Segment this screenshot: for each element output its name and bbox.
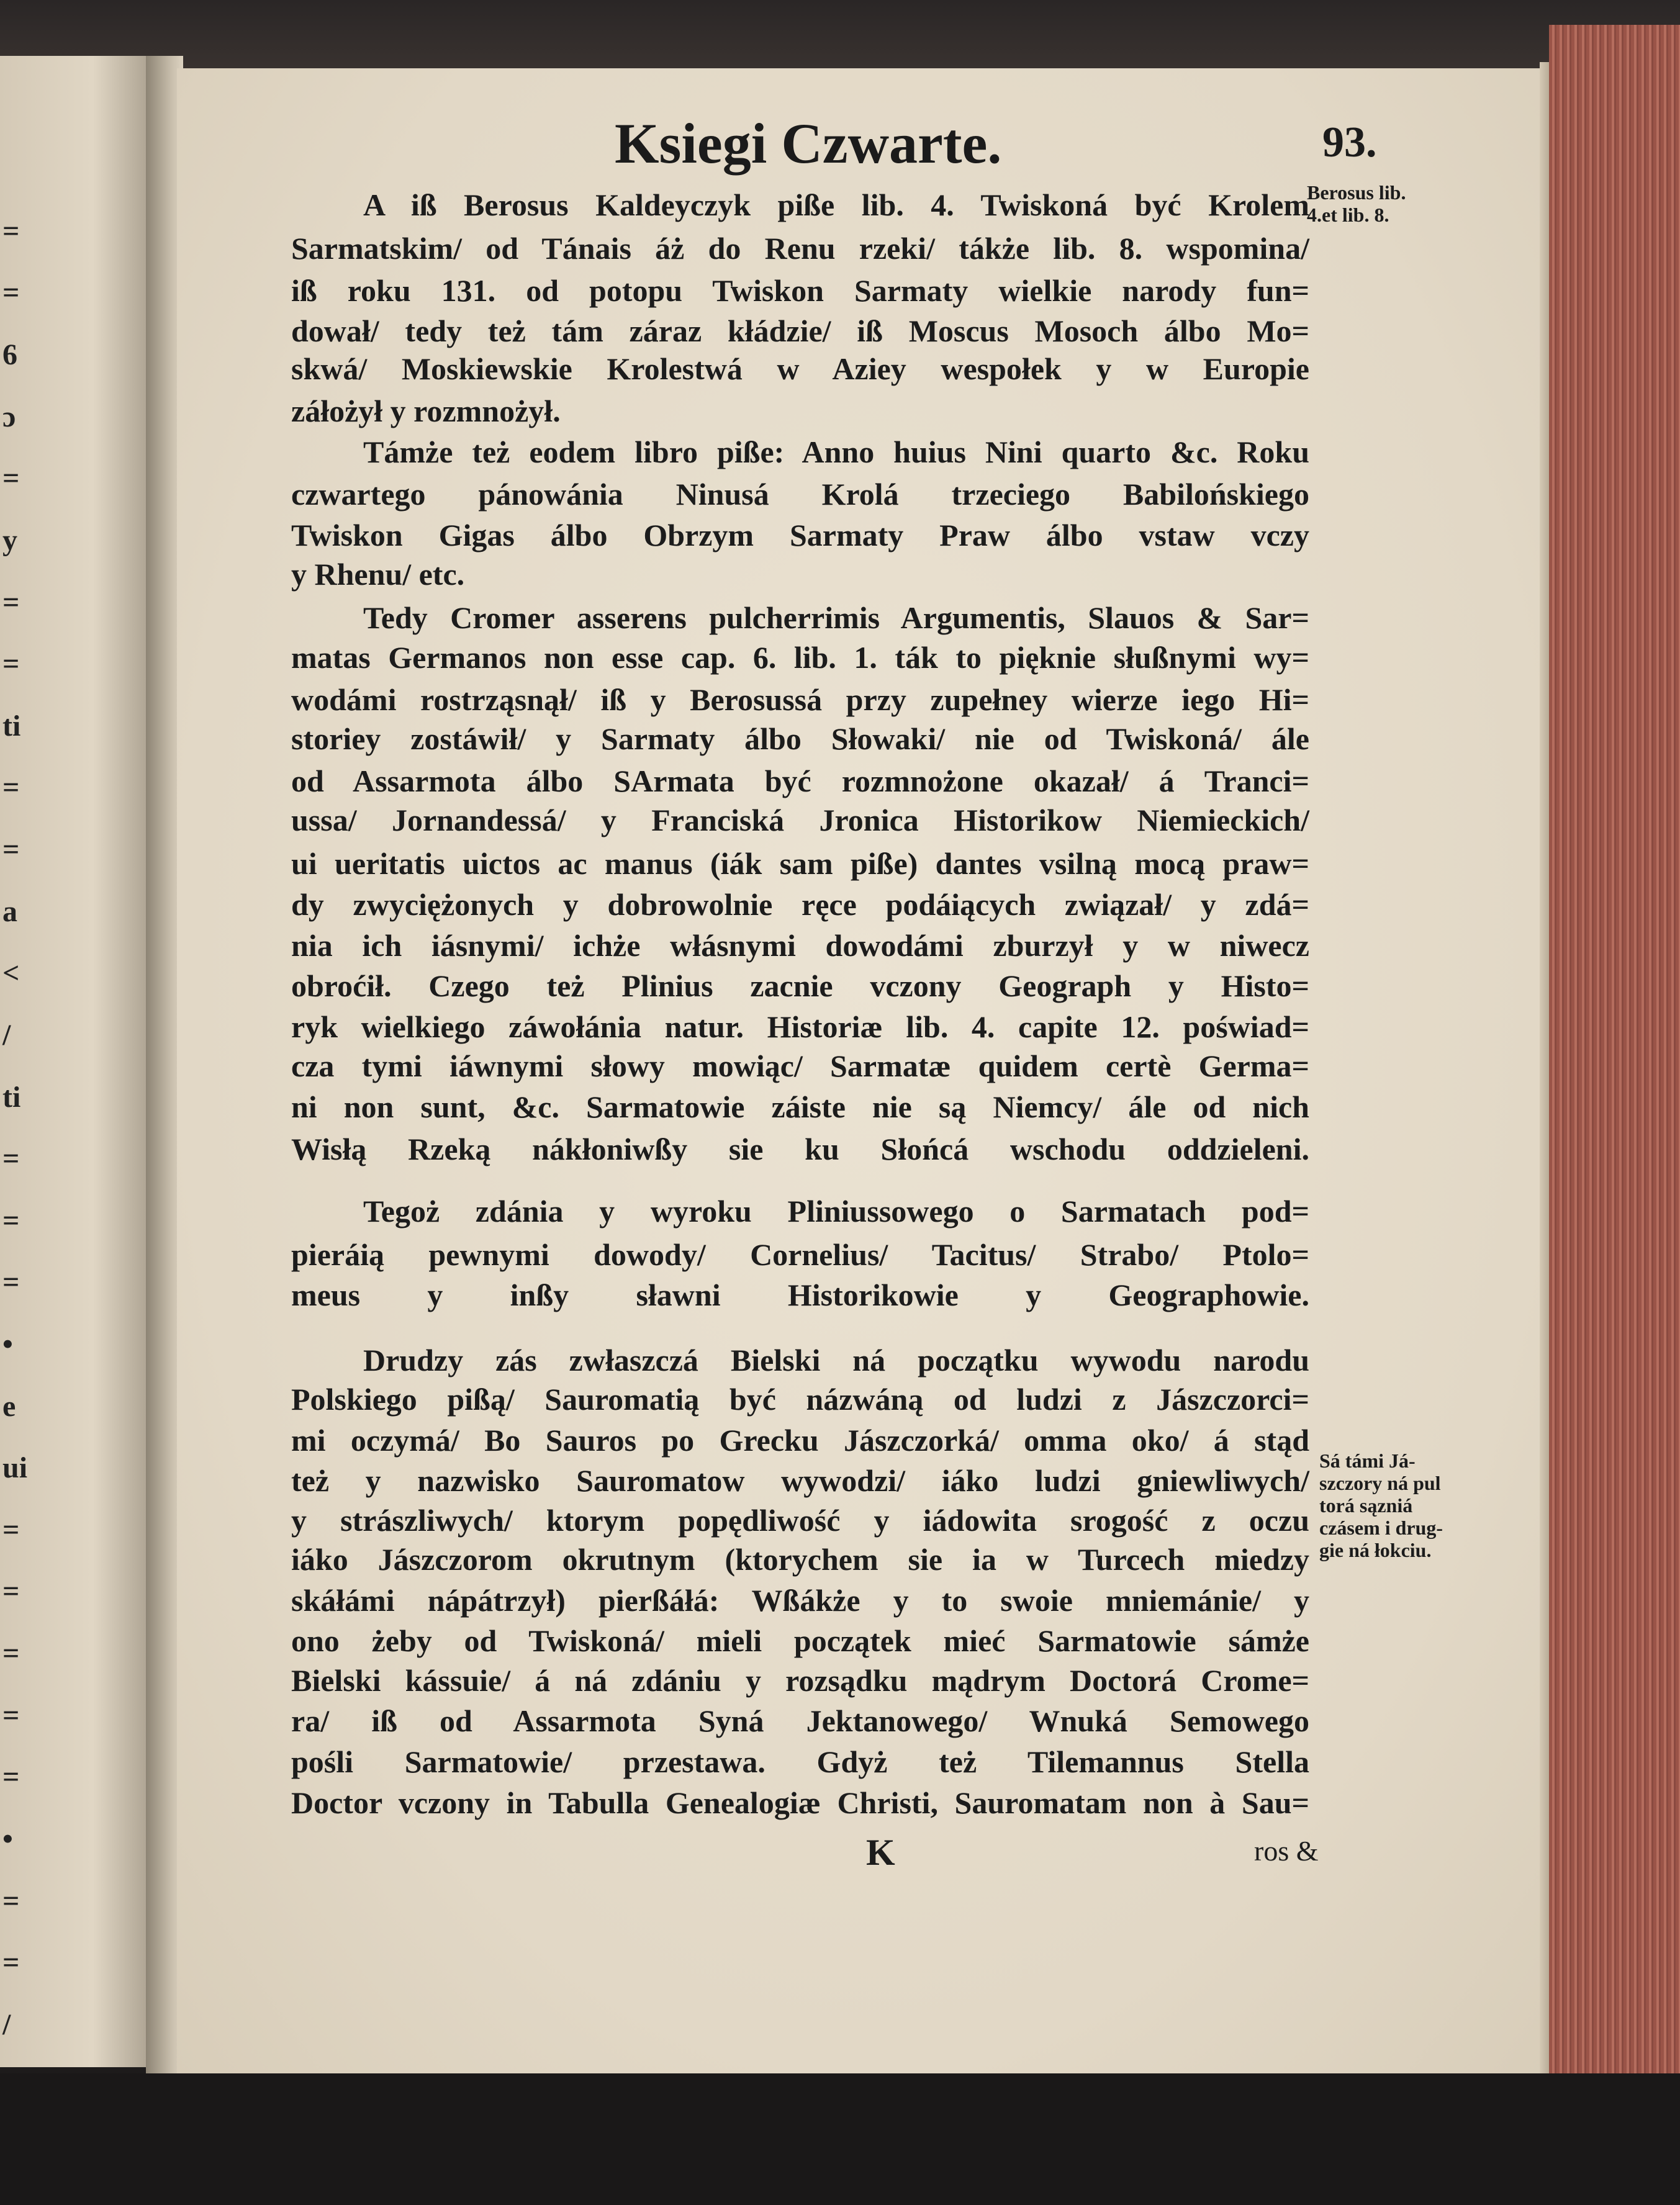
left-page-fragment: = (2, 214, 20, 248)
text-line: pośli Sarmatowie/ przestawa. Gdyż też Tilemannus Stella (291, 1744, 1309, 1780)
background-bottom (0, 2073, 1680, 2205)
margin-note (1307, 181, 1406, 226)
margin-note-line: 4.et lib. 8. (1307, 204, 1389, 227)
text-line: czwartego pánowánia Ninusá Krolá trzeciego Babilońskiego (291, 476, 1309, 512)
margin-note (1319, 1450, 1443, 1561)
left-page-fragment: = (2, 462, 20, 495)
text-line: storiey zostáwił/ y Sarmaty álbo Słowaki/ nie od Twiskoná/ ále (291, 721, 1309, 756)
margin-note-line: Berosus lib. (1307, 181, 1406, 204)
text-line: iáko Jászczorom okrutnym (ktorychem sie ia w Turcech miedzy (291, 1542, 1309, 1577)
text-line: y Rhenu/ etc. (291, 557, 465, 592)
left-page (0, 56, 155, 2067)
left-page-fragment: = (2, 1698, 20, 1732)
left-page-fragment: a (2, 895, 17, 928)
catchword: ros & (1254, 1835, 1319, 1867)
text-line: ui ueritatis uictos ac manus (iák sam piße) dantes vsilną mocą praw= (291, 846, 1309, 882)
left-page-fragment: = (2, 1266, 20, 1299)
book-page-edges (1549, 25, 1680, 2080)
text-line: ryk wielkiego záwołánia natur. Historiæ lib. 4. capite 12. poświad= (291, 1009, 1309, 1045)
margin-note-line: torá sązniá (1319, 1494, 1413, 1517)
text-line: wodámi rostrząsnął/ iß y Berosussá przy zupełney wierze iego Hi= (291, 682, 1309, 717)
signature-mark: K (866, 1832, 895, 1873)
left-page-fragment: = (2, 585, 20, 619)
left-page-fragment: / (2, 2008, 11, 2041)
left-page-fragment: ti (2, 709, 21, 742)
text-line: pieráią pewnymi dowody/ Cornelius/ Tacitus/ Strabo/ Ptolo= (291, 1237, 1309, 1272)
left-page-fragment: = (2, 1946, 20, 1980)
text-line: nia ich iásnymi/ ichże włásnymi dowodámi zburzył y w niwecz (291, 927, 1309, 963)
left-page-fragment: = (2, 1513, 20, 1546)
left-page-fragment: = (2, 1575, 20, 1608)
text-line: Drudzy zás zwłaszczá Bielski ná początku wywodu narodu (363, 1342, 1309, 1378)
text-line: dy zwyciężonych y dobrowolnie ręce podáiących związał/ y zdá= (291, 887, 1309, 922)
text-line: Sarmatskim/ od Tánais áż do Renu rzeki/ tákże lib. 8. wspomina/ (291, 230, 1309, 266)
left-page-fragment: ui (2, 1451, 28, 1485)
text-line: Twiskon Gigas álbo Obrzym Sarmaty Praw álbo vstaw vczy (291, 517, 1309, 552)
text-line: ussa/ Jornandessá/ y Franciská Jronica Historikow Niemieckich/ (291, 803, 1309, 838)
text-line: ni non sunt, &c. Sarmatowie záiste nie są Niemcy/ ále od nich (291, 1089, 1309, 1125)
left-page-fragment: • (2, 1327, 13, 1361)
text-line: mi oczymá/ Bo Sauros po Grecku Jászczorká/ omma oko/ á stąd (291, 1422, 1309, 1458)
left-page-fragment: = (2, 771, 20, 805)
left-page-fragment: = (2, 276, 20, 310)
left-page-fragment: ti (2, 1080, 21, 1114)
text-line: Tegoż zdánia y wyroku Pliniussowego o Sarmatach pod= (363, 1193, 1309, 1229)
left-page-fragment: / (2, 1018, 11, 1052)
text-line: ra/ iß od Assarmota Syná Jektanowego/ Wnuká Semowego (291, 1703, 1309, 1739)
margin-note-line: gie ná łokciu. (1319, 1538, 1432, 1561)
left-page-fragment: = (2, 1142, 20, 1176)
left-page-fragment: 6 (2, 338, 17, 372)
margin-note-line: Sá támi Já- (1319, 1449, 1416, 1472)
text-line: od Assarmota álbo SArmata być rozmnożone okazał/ á Tranci= (291, 763, 1309, 798)
text-line: y strászliwych/ ktorym popędliwość y iádowita srogość z oczu (291, 1502, 1309, 1538)
margin-note-line: czásem i drug- (1319, 1516, 1443, 1539)
running-head: Ksiegi Czwarte. (615, 112, 1002, 175)
text-line: matas Germanos non esse cap. 6. lib. 1. ták to pięknie słußnymi wy= (291, 639, 1309, 675)
page-number: 93. (1322, 119, 1377, 166)
text-line: ono żeby od Twiskoná/ mieli początek mieć Sarmatowie sámże (291, 1623, 1309, 1659)
text-line: Támże też eodem libro piße: Anno huius Nini quarto &c. Roku (363, 435, 1309, 470)
text-line: Tedy Cromer asserens pulcherrimis Argumentis, Slauos & Sar= (363, 600, 1309, 636)
text-line: záłożył y rozmnożył. (291, 394, 561, 429)
background-top (0, 0, 1680, 74)
text-line: Polskiego pißą/ Sauromatią być názwáną od ludzi z Jászczorci= (291, 1382, 1309, 1417)
left-page-fragment: e (2, 1389, 16, 1423)
left-page-fragment: = (2, 1761, 20, 1794)
text-line: Wisłą Rzeką nákłoniwßy sie ku Słońcá wschodu oddzieleni. (291, 1132, 1309, 1166)
text-line: cza tymi iáwnymi słowy mowiąc/ Sarmatæ quidem certè Germa= (291, 1048, 1309, 1084)
text-line: też y nazwisko Sauromatow wywodzi/ iáko ludzi gniewliwych/ (291, 1463, 1309, 1499)
text-line: skwá/ Moskiewskie Krolestwá w Aziey wespołek y w Europie (291, 351, 1309, 387)
left-page-fragment: = (2, 1204, 20, 1237)
left-page-fragment: ɔ (2, 400, 16, 433)
text-line: dował/ tedy też tám záraz kłádzie/ iß Moscus Mosoch álbo Mo= (291, 313, 1309, 349)
text-line: meus y inßy sławni Historikowie y Geographowie. (291, 1278, 1309, 1313)
text-line: skáłámi nápátrzył) pierßáłá: Wßákże y to swoie mniemánie/ y (291, 1582, 1309, 1618)
left-page-fragment: • (2, 1822, 13, 1856)
margin-note-line: szczory ná pul (1319, 1471, 1441, 1494)
left-page-fragment: = (2, 1637, 20, 1671)
left-page-fragment: = (2, 1884, 20, 1918)
text-line: iß roku 131. od potopu Twiskon Sarmaty wielkie narody fun= (291, 273, 1309, 308)
text-line: Bielski kássuie/ á ná zdániu y rozsądku mądrym Doctorá Crome= (291, 1662, 1309, 1698)
left-page-fragment: = (2, 833, 20, 867)
left-page-fragment: y (2, 523, 17, 557)
text-line: Doctor vczony in Tabulla Genealogiæ Christi, Sauromatam non à Sau= (291, 1785, 1309, 1820)
text-line: A iß Berosus Kaldeyczyk piße lib. 4. Twiskoná być Krolem (363, 187, 1309, 222)
left-page-fragment: = (2, 647, 20, 681)
left-page-fragment: < (2, 957, 20, 990)
text-line: obroćił. Czego też Plinius zacnie vczony Geograph y Histo= (291, 968, 1309, 1004)
